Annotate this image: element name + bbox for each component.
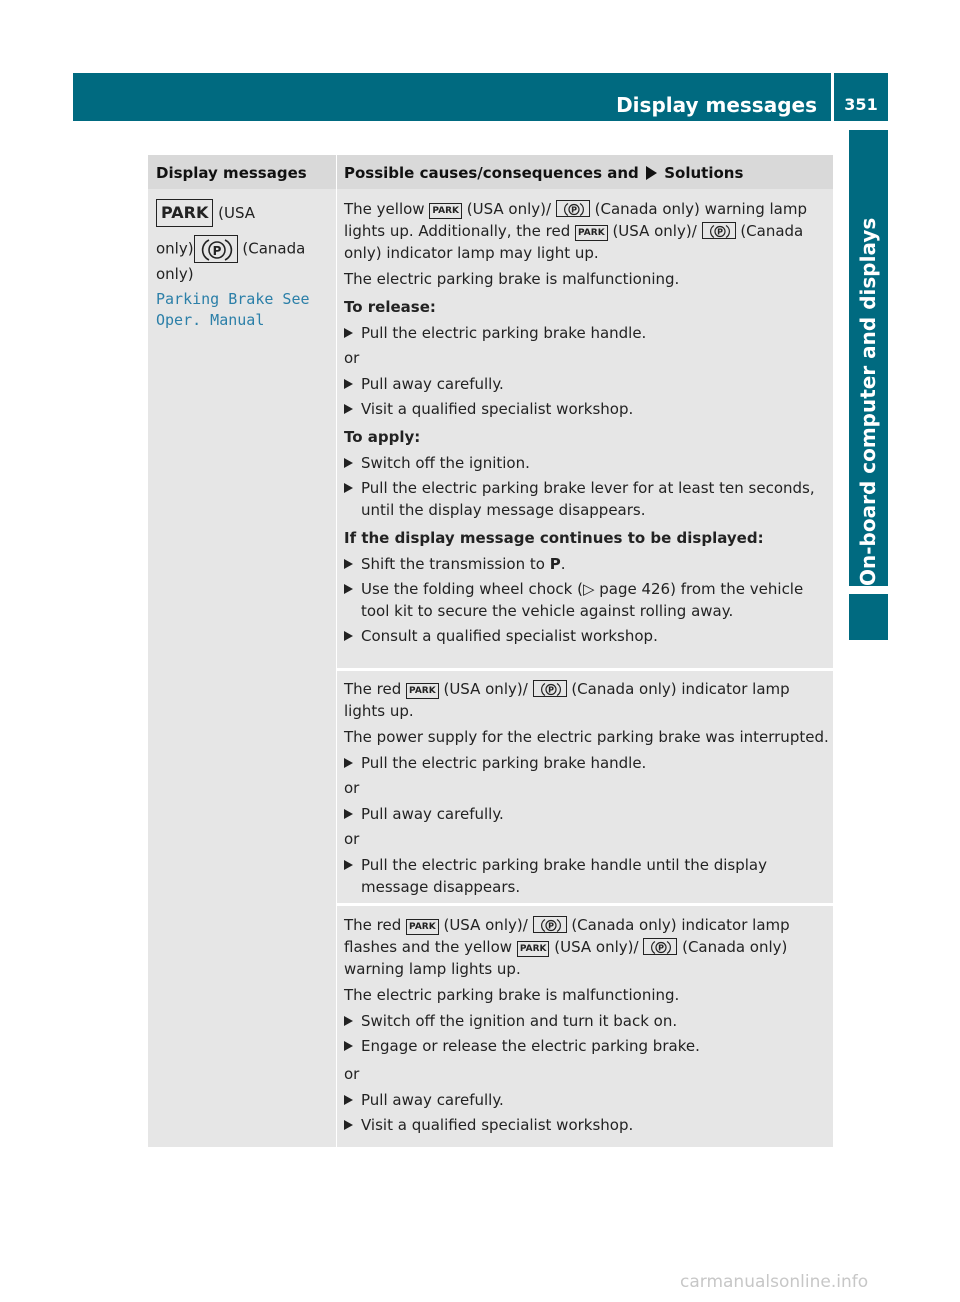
page-number: 351 — [844, 95, 878, 114]
step-item: Use the folding wheel chock (▷ page 426) from the vehicle tool kit to secure the vehicle against rolling away. — [344, 578, 830, 622]
display-message-cell — [156, 201, 332, 331]
gear-p-text: P — [549, 555, 561, 573]
row3-intro-text-d: (USA only)/ — [554, 938, 639, 956]
or-text: or — [344, 349, 360, 367]
row2-intro-text-b: (USA only)/ — [443, 680, 528, 698]
row2-intro — [344, 678, 830, 722]
shift-text-end: . — [560, 555, 566, 573]
chapter-marker — [849, 594, 888, 640]
step-item: Pull away carefully. — [344, 803, 830, 825]
row2-intro-text-a: The red — [344, 680, 402, 698]
display-message-line2: Oper. Manual — [156, 311, 265, 329]
parking-brake-circle-icon — [702, 222, 736, 239]
row3-intro-text-a: The red — [344, 916, 402, 934]
col-header-causes-solutions — [336, 155, 833, 189]
step-item: Pull the electric parking brake handle. — [344, 322, 830, 344]
park-icon: PARK — [406, 683, 439, 699]
apply-heading: To apply: — [344, 428, 421, 446]
step-item: Switch off the ignition. — [344, 452, 830, 474]
continue-heading: If the display message continues to be displayed: — [344, 529, 764, 547]
row3-intro-text-e: (Canada only) warning lamp lights up. — [344, 938, 788, 978]
row-divider — [337, 668, 833, 671]
row1-intro-text-b: (USA only)/ — [466, 200, 552, 218]
svg-text:P: P — [547, 685, 554, 695]
usa-only-label: (USA — [218, 204, 256, 222]
col-header-causes-text: Possible causes/consequences and — [344, 164, 639, 182]
parking-brake-circle-icon — [533, 916, 567, 933]
svg-text:P: P — [547, 921, 554, 931]
step-item: Consult a qualified specialist workshop. — [344, 625, 830, 647]
parking-brake-circle-icon — [643, 938, 677, 955]
release-heading: To release: — [344, 298, 436, 316]
park-warning-icon: PARK — [156, 199, 213, 227]
row1-intro — [344, 198, 830, 264]
row-divider — [337, 903, 833, 906]
row2-intro-text-c: (Canada only) indicator lamp lights up. — [344, 680, 790, 720]
step-item: Pull the electric parking brake handle until the display message disappears. — [344, 854, 830, 898]
step-item: Visit a qualified specialist workshop. — [344, 398, 830, 420]
svg-text:P: P — [658, 943, 665, 953]
row1-intro-text-e: (Canada only) indicator lamp may light up. — [344, 222, 804, 262]
row1-intro-text-a: The yellow — [344, 200, 425, 218]
step-item: Engage or release the electric parking brake. — [344, 1035, 830, 1057]
solution-cell-2 — [344, 678, 830, 901]
parking-brake-circle-icon — [194, 235, 238, 263]
row3-intro — [344, 914, 830, 980]
svg-text:P: P — [212, 244, 221, 258]
step-item — [344, 553, 830, 575]
solution-cell-1 — [344, 198, 830, 650]
step-item: Visit a qualified specialist workshop. — [344, 1114, 830, 1136]
play-arrow-icon — [646, 166, 657, 180]
row1-cause: The electric parking brake is malfunctioning. — [344, 270, 680, 288]
or-text: or — [344, 1065, 360, 1083]
page-header — [73, 73, 888, 121]
display-message-line1: Parking Brake See — [156, 290, 310, 308]
svg-text:P: P — [716, 227, 723, 237]
canada-only-label: (Canada — [242, 239, 306, 258]
display-messages-table — [148, 155, 833, 1147]
canada-only-label-end: only) — [156, 265, 194, 283]
col-header-solutions-text: Solutions — [664, 164, 744, 182]
svg-text:P: P — [570, 205, 577, 215]
row2-cause: The power supply for the electric parking brake was interrupted. — [344, 728, 829, 746]
col-header-display-messages: Display messages — [148, 155, 336, 189]
park-icon: PARK — [517, 941, 550, 957]
step-item: Pull away carefully. — [344, 373, 830, 395]
chapter-tab-label: On-board computer and displays — [856, 217, 880, 586]
parking-brake-circle-icon — [556, 200, 590, 217]
step-item: Pull away carefully. — [344, 1089, 830, 1111]
step-item: Pull the electric parking brake lever for at least ten seconds, until the display message disappears. — [344, 477, 830, 521]
parking-brake-circle-icon — [533, 680, 567, 697]
park-icon: PARK — [406, 919, 439, 935]
watermark: carmanualsonline.info — [680, 1272, 869, 1292]
solution-cell-3 — [344, 914, 830, 1139]
park-icon: PARK — [429, 203, 462, 219]
row1-intro-text-d: (USA only)/ — [612, 222, 697, 240]
step-item: Pull the electric parking brake handle. — [344, 752, 830, 774]
or-text: or — [344, 830, 360, 848]
or-text: or — [344, 779, 360, 797]
shift-text: Shift the transmission to — [361, 555, 545, 573]
header-title: Display messages — [616, 93, 817, 117]
park-icon: PARK — [575, 225, 608, 241]
step-item: Switch off the ignition and turn it back on. — [344, 1010, 830, 1032]
row3-cause: The electric parking brake is malfunctioning. — [344, 986, 680, 1004]
row1-intro-text-c: (Canada only) warning lamp lights up. Additionally, the red — [344, 200, 807, 240]
column-divider — [336, 155, 337, 1147]
row3-intro-text-b: (USA only)/ — [443, 916, 528, 934]
usa-only-label-end: only) — [156, 239, 194, 258]
row3-intro-text-c: (Canada only) indicator lamp flashes and the yellow — [344, 916, 790, 956]
